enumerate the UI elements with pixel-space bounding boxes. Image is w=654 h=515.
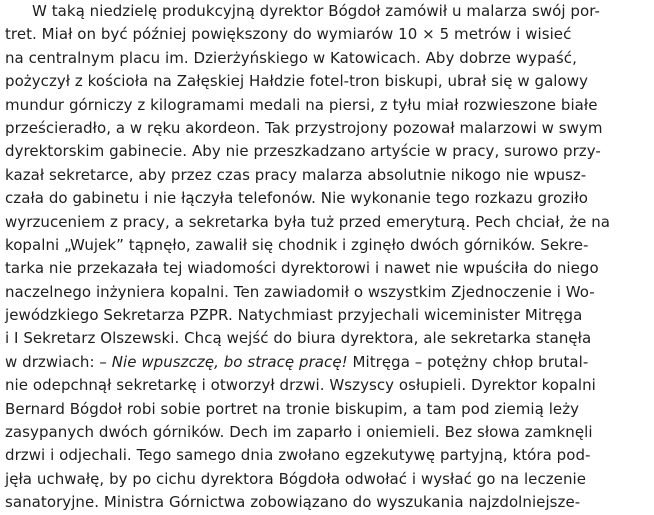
text-line: nie odepchnął sekretarkę i otworzył drzwi. Wszyscy osłupieli. Dyrektor kopalni (5, 376, 596, 395)
text-line: na centralnym placu im. Dzierżyńskiego w Katowicach. Aby dobrze wypaść, (5, 48, 577, 67)
text-line: prześcieradło, a w ręku akordeon. Tak przystrojony pozował malarzowi w swym (5, 118, 603, 137)
body-text-paragraph (5, 0, 653, 515)
text-line: jewódzkiego Sekretarza PZPR. Natychmiast przyjechali wiceminister Mitręga (5, 306, 583, 325)
text-line: drzwi i odjechali. Tego samego dnia zwołano egzekutywę partyjną, która pod- (5, 446, 591, 465)
quoted-speech: Nie wpuszczę, bo stracę pracę! (111, 352, 348, 371)
text-segment: Mitręga – potężny chłop brutal- (347, 352, 589, 371)
text-line: czała do gabinetu i nie łączyła telefonów. Nie wykonanie tego rozkazu groziło (5, 189, 588, 208)
text-line: W taką niedzielę produkcyjną dyrektor Bógdoł zamówił u malarza swój por- (32, 2, 600, 20)
text-line: i I Sekretarz Olszewski. Chcą wejść do biura dyrektora, ale sekretarka stanęła (5, 329, 592, 348)
text-line: zasypanych dwóch górników. Dech im zaparło i oniemieli. Bez słowa zamknęli (5, 423, 593, 442)
text-line: sanatoryjne. Ministra Górnictwa zobowiązano do wyszukania najzdolniejsze- (5, 493, 581, 512)
text-line: pożyczył z kościoła na Załęskiej Hałdzie fotel-tron biskupi, ubrał się w galowy (5, 72, 588, 91)
text-line: naczelnego inżyniera kopalni. Ten zawiadomił o wszystkim Zjednoczenie i Wo- (5, 282, 595, 301)
text-line: wyrzuceniem z pracy, a sekretarka była tuż przed emeryturą. Pech chciał, że na (5, 212, 611, 231)
text-line: Bernard Bógdoł robi sobie portret na tronie biskupim, a tam pod ziemią leży (5, 399, 580, 418)
text-line: kazał sekretarce, aby przez czas pracy malarza absolutnie nikogo nie wpusz- (5, 165, 587, 184)
text-line: dyrektorskim gabinecie. Aby nie przeszkadzano artyście w pracy, surowo przy- (5, 142, 601, 161)
text-line-with-quote (5, 351, 653, 374)
text-line: jęła uchwałę, by po cichu dyrektora Bógdoła odwołać i wysłać go na leczenie (5, 469, 587, 488)
text-line: mundur górniczy z kilogramami medali na piersi, z tyłu miał rozwieszone białe (5, 95, 598, 114)
text-line: tarka nie przekazała tej wiadomości dyrektorowi i nawet nie wpuściła do niego (5, 259, 599, 278)
text-line: kopalni „Wujek” tąpnęło, zawalił się chodnik i zginęło dwóch górników. Sekre- (5, 235, 589, 254)
text-line: tret. Miał on być później powiększony do wymiarów 10 × 5 metrów i wisieć (5, 25, 572, 44)
text-segment: w drzwiach: – (5, 352, 112, 371)
